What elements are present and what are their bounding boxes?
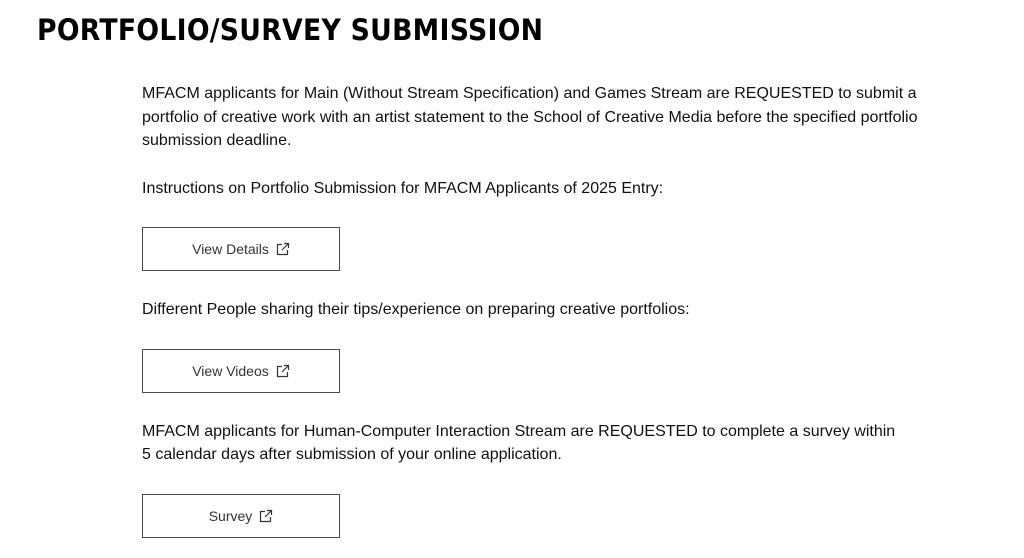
- survey-button[interactable]: [142, 494, 340, 538]
- view-details-button[interactable]: [142, 227, 340, 271]
- external-link-icon: [276, 242, 290, 256]
- external-link-icon: [259, 509, 273, 523]
- external-link-icon: [276, 364, 290, 378]
- view-details-label: View Details: [192, 241, 269, 257]
- instructions-label: Instructions on Portfolio Submission for MFACM Applicants of 2025 Entry:: [142, 179, 664, 197]
- survey-label: Survey: [208, 507, 253, 524]
- submission-content: [142, 82, 942, 538]
- tips-label: Different People sharing their tips/experience on preparing creative portfolios:: [142, 301, 690, 318]
- view-videos-button[interactable]: [142, 349, 340, 393]
- page-title: PORTFOLIO/SURVEY SUBMISSION: [37, 13, 544, 47]
- view-videos-label: View Videos: [192, 362, 269, 379]
- intro-paragraph: MFACM applicants for Main (Without Stream Specification) and Games Stream are REQUESTED to submit a portfolio of creative work with an artist statement to the School of Creative Media before the specified portfolio submission deadline.: [142, 85, 918, 149]
- hci-paragraph: MFACM applicants for Human-Computer Interaction Stream are REQUESTED to complete a survey within 5 calendar days after submission of your online application.: [142, 422, 896, 463]
